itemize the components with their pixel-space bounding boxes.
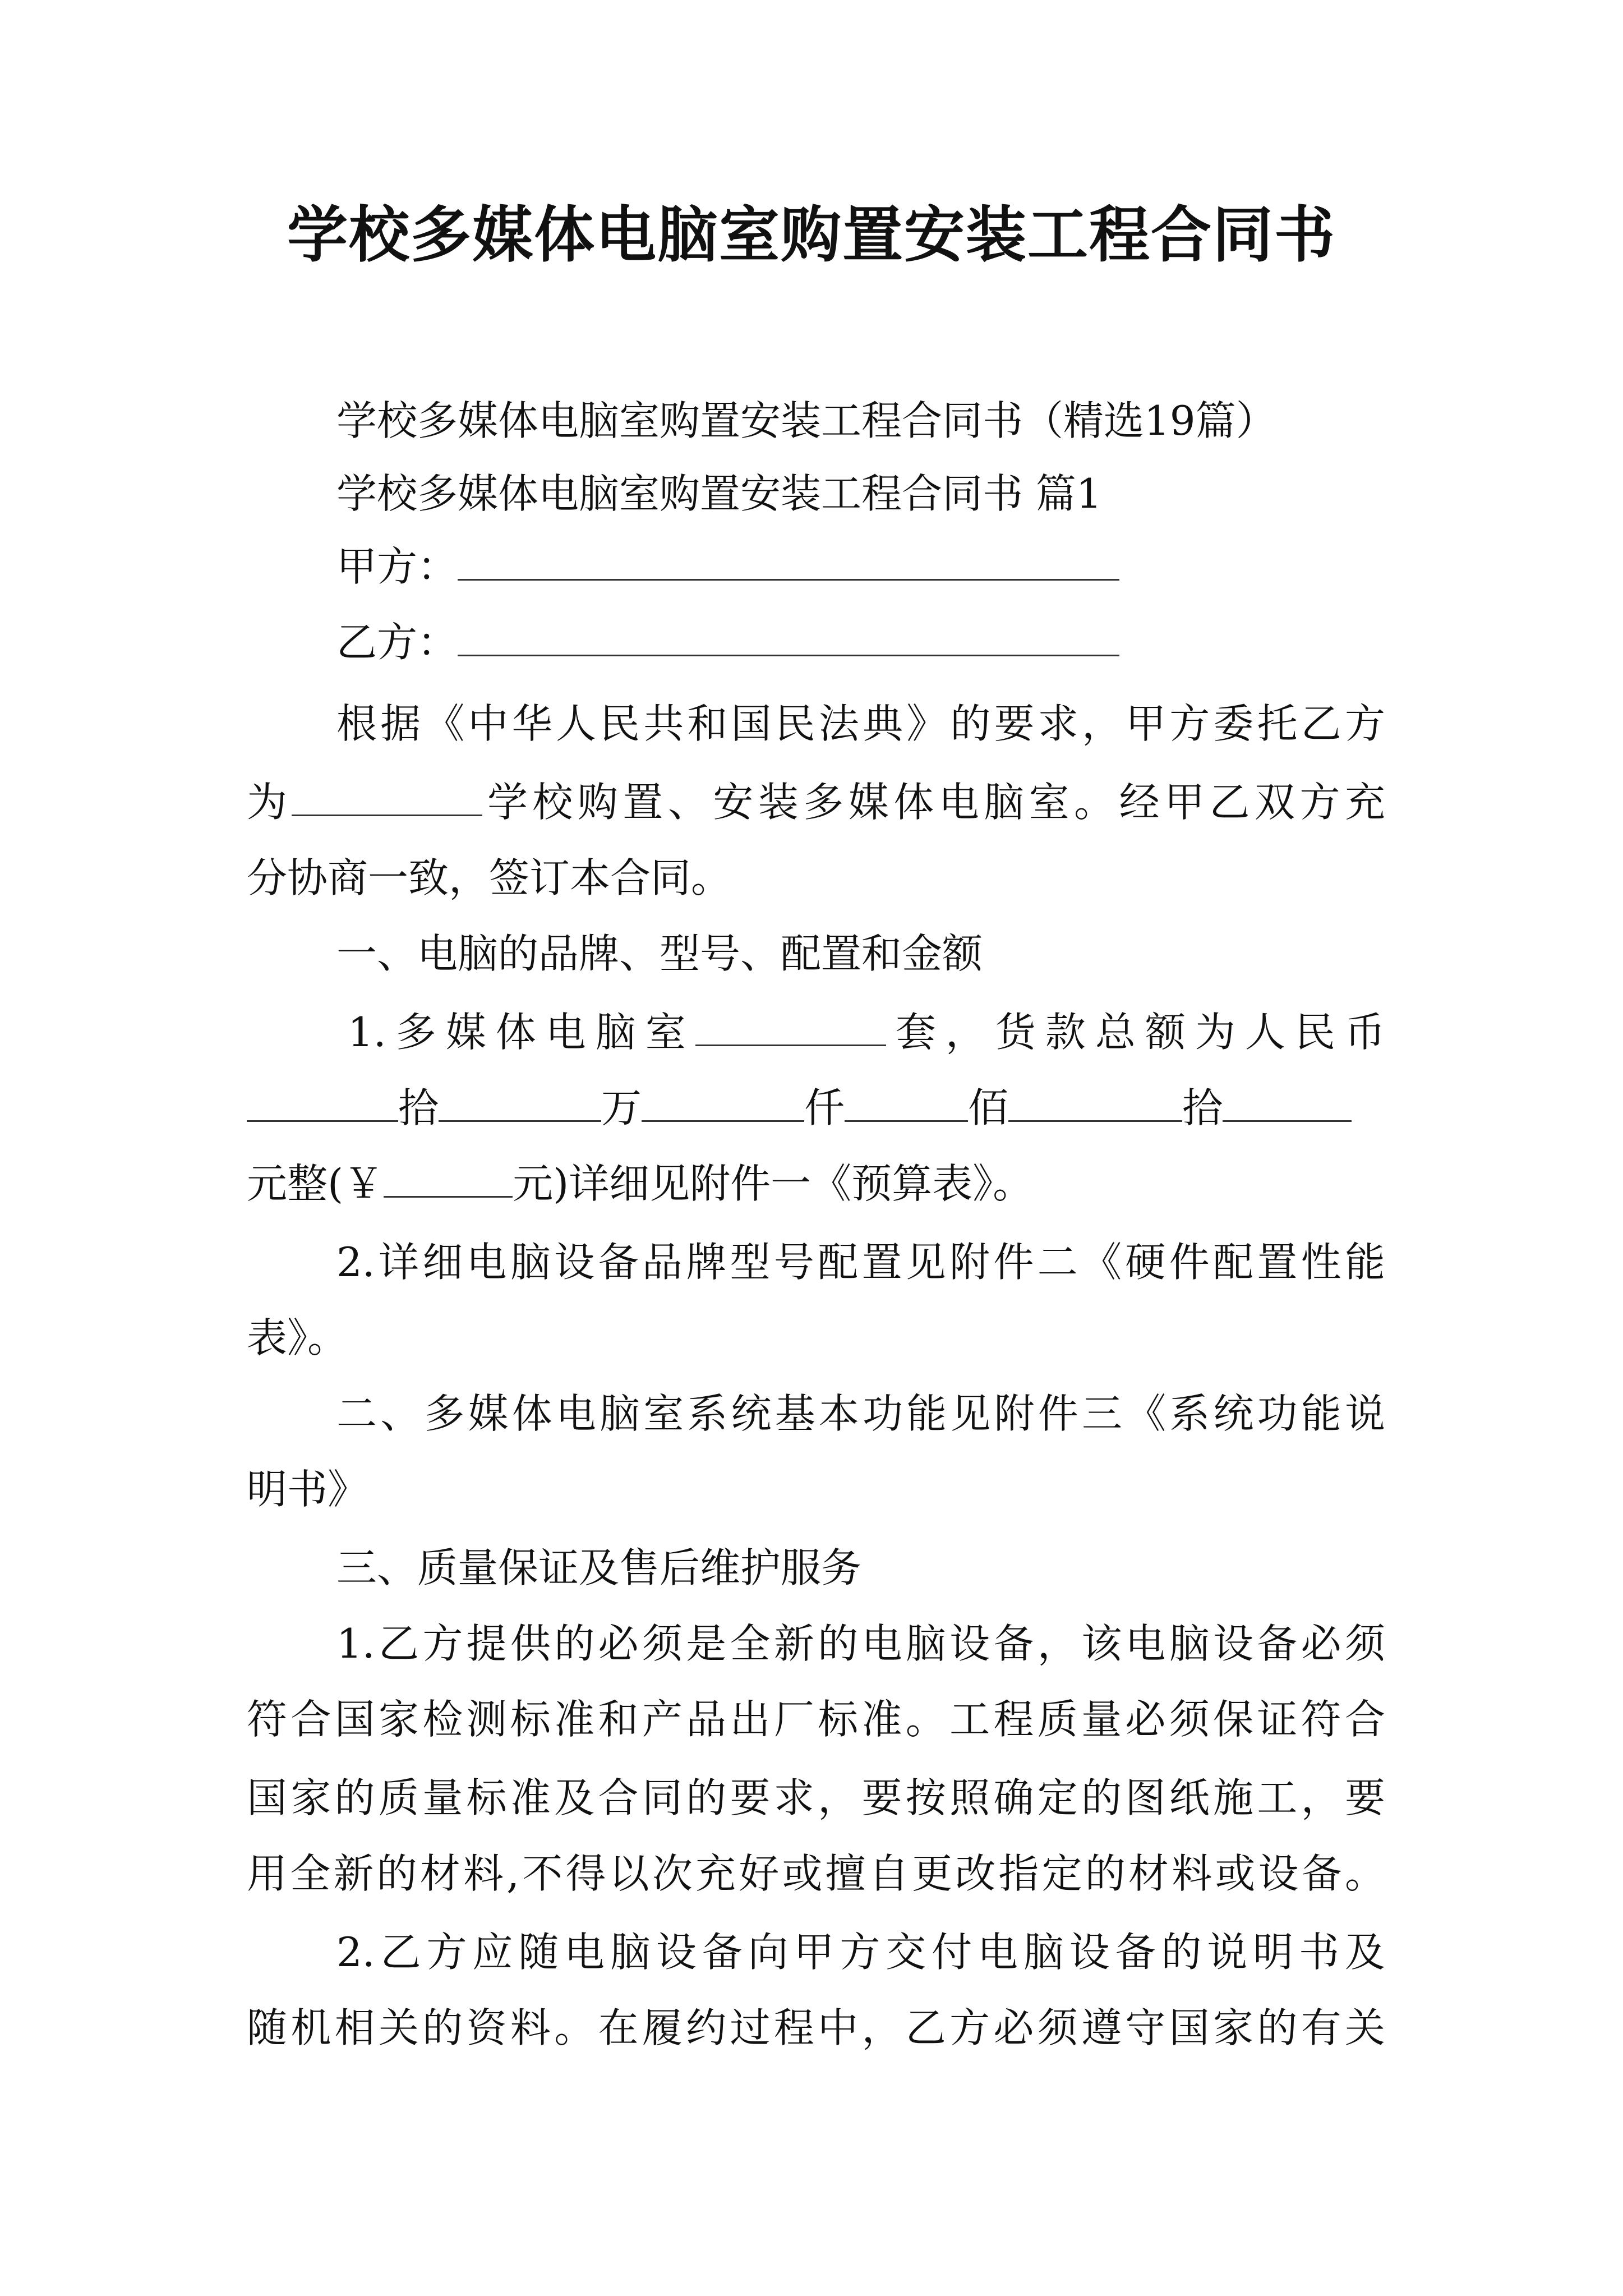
section-heading: 学校多媒体电脑室购置安装工程合同书 篇1 [336, 470, 1102, 517]
amount-blank-1[interactable] [247, 1085, 398, 1122]
amount-blank-4[interactable] [845, 1085, 968, 1122]
heading-1: 一、电脑的品牌、型号、配置和金额 [336, 930, 983, 977]
intro-line-2-pre: 为 [247, 779, 292, 826]
item-3-1-line-2: 符合国家检测标准和产品出厂标准。工程质量必须保证符合 [247, 1696, 1385, 1743]
unit-bai: 佰 [968, 1084, 1009, 1131]
document-title: 学校多媒体电脑室购置安装工程合同书 [287, 200, 1336, 270]
unit-wan: 万 [601, 1084, 642, 1131]
item-1-1-line-2 [247, 1080, 1385, 1136]
item-1-1-line-3 [247, 1156, 1385, 1212]
intro-line-2-post: 学校购置、安装多媒体电脑室。经甲乙双方充 [482, 779, 1385, 826]
heading-3: 三、质量保证及售后维护服务 [336, 1544, 862, 1591]
item-1-1-pre: 1.多媒体电脑室 [348, 1009, 695, 1056]
intro-line-3: 分协商一致，签订本合同。 [247, 854, 732, 901]
item-3-1-line-3: 国家的质量标准及合同的要求，要按照确定的图纸施工，要 [247, 1774, 1385, 1821]
party-b-blank[interactable] [458, 620, 1119, 656]
amount-blank-3[interactable] [642, 1085, 804, 1122]
intro-line-1: 根据《中华人民共和国民法典》的要求，甲方委托乙方 [336, 700, 1385, 747]
heading-2-line-1: 二、多媒体电脑室系统基本功能见附件三《系统功能说 [336, 1390, 1385, 1437]
item-1-2-line-2: 表》。 [247, 1314, 348, 1361]
party-b-line [336, 614, 1385, 670]
item-1-1-l3-pre: 元整(￥ [247, 1160, 384, 1207]
unit-shi-1: 拾 [398, 1084, 439, 1131]
amount-figure-blank[interactable] [384, 1161, 513, 1198]
heading-2-line-2: 明书》 [247, 1466, 368, 1513]
subtitle: 学校多媒体电脑室购置安装工程合同书（精选19篇） [336, 397, 1276, 444]
school-name-blank[interactable] [292, 780, 482, 816]
item-1-2-line-1: 2.详细电脑设备品牌型号配置见附件二《硬件配置性能 [336, 1239, 1385, 1286]
amount-blank-2[interactable] [439, 1085, 601, 1122]
amount-blank-5[interactable] [1008, 1085, 1182, 1122]
amount-blank-6[interactable] [1223, 1085, 1352, 1122]
party-a-blank[interactable] [458, 544, 1119, 581]
item-3-2-line-1: 2.乙方应随电脑设备向甲方交付电脑设备的说明书及 [336, 1929, 1385, 1976]
item-1-1-line-1 [348, 1004, 1385, 1060]
unit-shi-2: 拾 [1182, 1084, 1223, 1131]
item-1-1-post: 套，货款总额为人民币 [886, 1009, 1385, 1056]
item-1-1-l3-post: 元)详细见附件一《预算表》。 [513, 1160, 1034, 1207]
item-3-1-line-1: 1.乙方提供的必须是全新的电脑设备，该电脑设备必须 [336, 1620, 1385, 1667]
set-count-blank[interactable] [695, 1010, 886, 1046]
party-a-line [336, 539, 1385, 595]
item-3-1-line-4: 用全新的材料,不得以次充好或擅自更改指定的材料或设备。 [247, 1850, 1385, 1897]
party-b-label: 乙方： [336, 619, 458, 666]
intro-line-2 [247, 774, 1385, 830]
unit-qian: 仟 [804, 1084, 845, 1131]
party-a-label: 甲方： [336, 543, 458, 590]
item-3-2-line-2: 随机相关的资料。在履约过程中，乙方必须遵守国家的有关 [247, 2004, 1385, 2051]
